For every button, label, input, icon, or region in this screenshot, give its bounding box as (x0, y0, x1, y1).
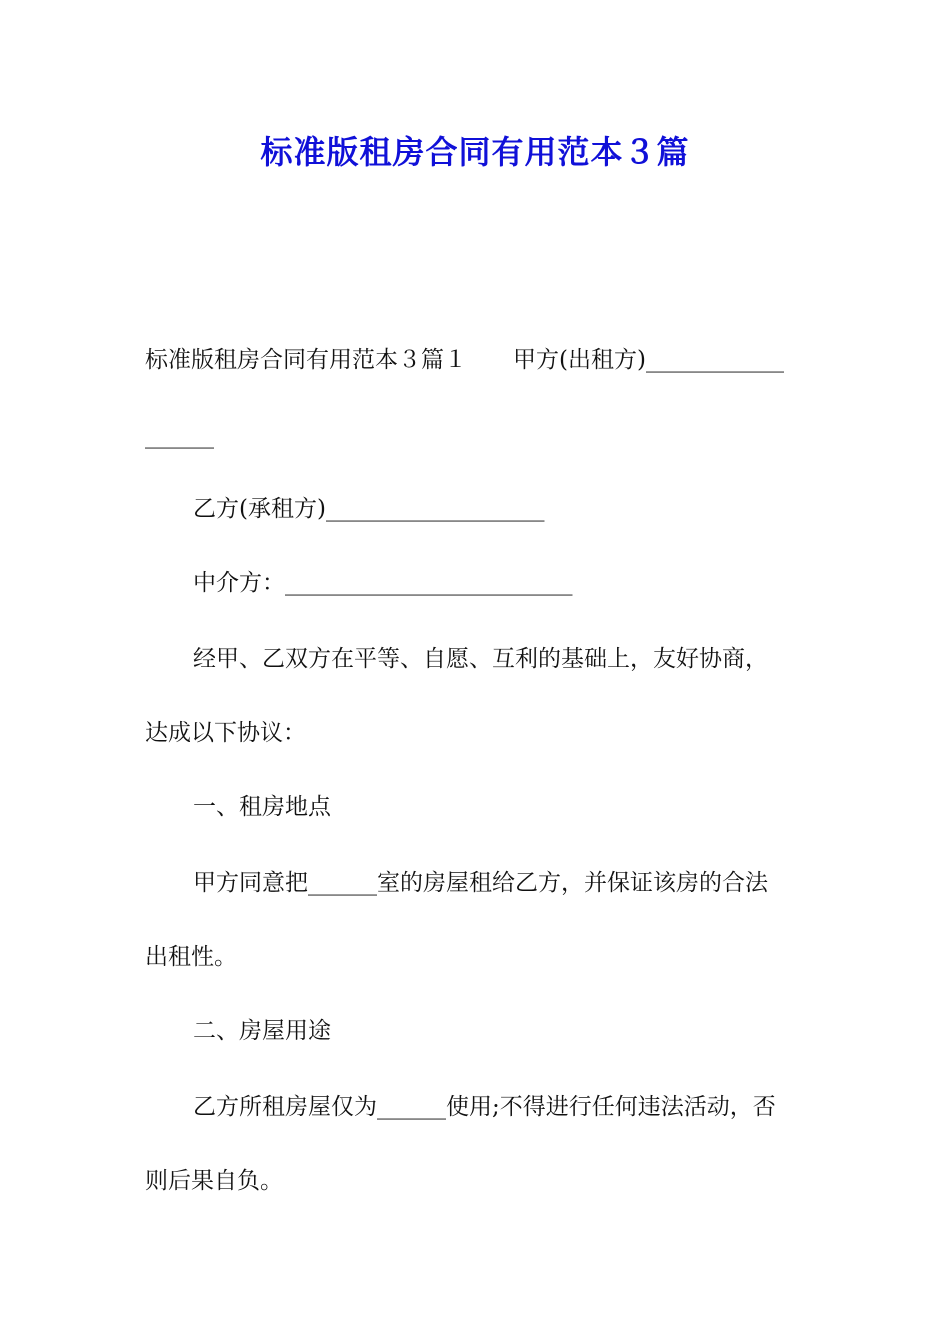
section-heading-usage: 二、房屋用途 (193, 1018, 331, 1044)
location-clause-line: 甲方同意把______室的房屋租给乙方，并保证该房的合法 (193, 870, 768, 896)
paragraph-line-continuation: ______ (145, 423, 214, 449)
usage-clause-line: 乙方所租房屋仅为______使用;不得进行任何违法活动，否 (193, 1094, 776, 1120)
agent-line: 中介方：_________________________ (193, 570, 573, 596)
usage-clause-continuation: 则后果自负。 (145, 1168, 283, 1194)
agreement-intro-line: 经甲、乙双方在平等、自愿、互利的基础上，友好协商， (193, 646, 768, 672)
document-title: 标准版租房合同有用范本３篇 (260, 133, 690, 171)
paragraph-line-intro: 标准版租房合同有用范本３篇１ 甲方(出租方)____________ (145, 347, 784, 373)
section-heading-location: 一、租房地点 (193, 794, 331, 820)
location-clause-continuation: 出租性。 (145, 944, 237, 970)
agreement-intro-continuation: 达成以下协议： (145, 720, 306, 746)
party-b-line: 乙方(承租方)___________________ (193, 496, 545, 522)
